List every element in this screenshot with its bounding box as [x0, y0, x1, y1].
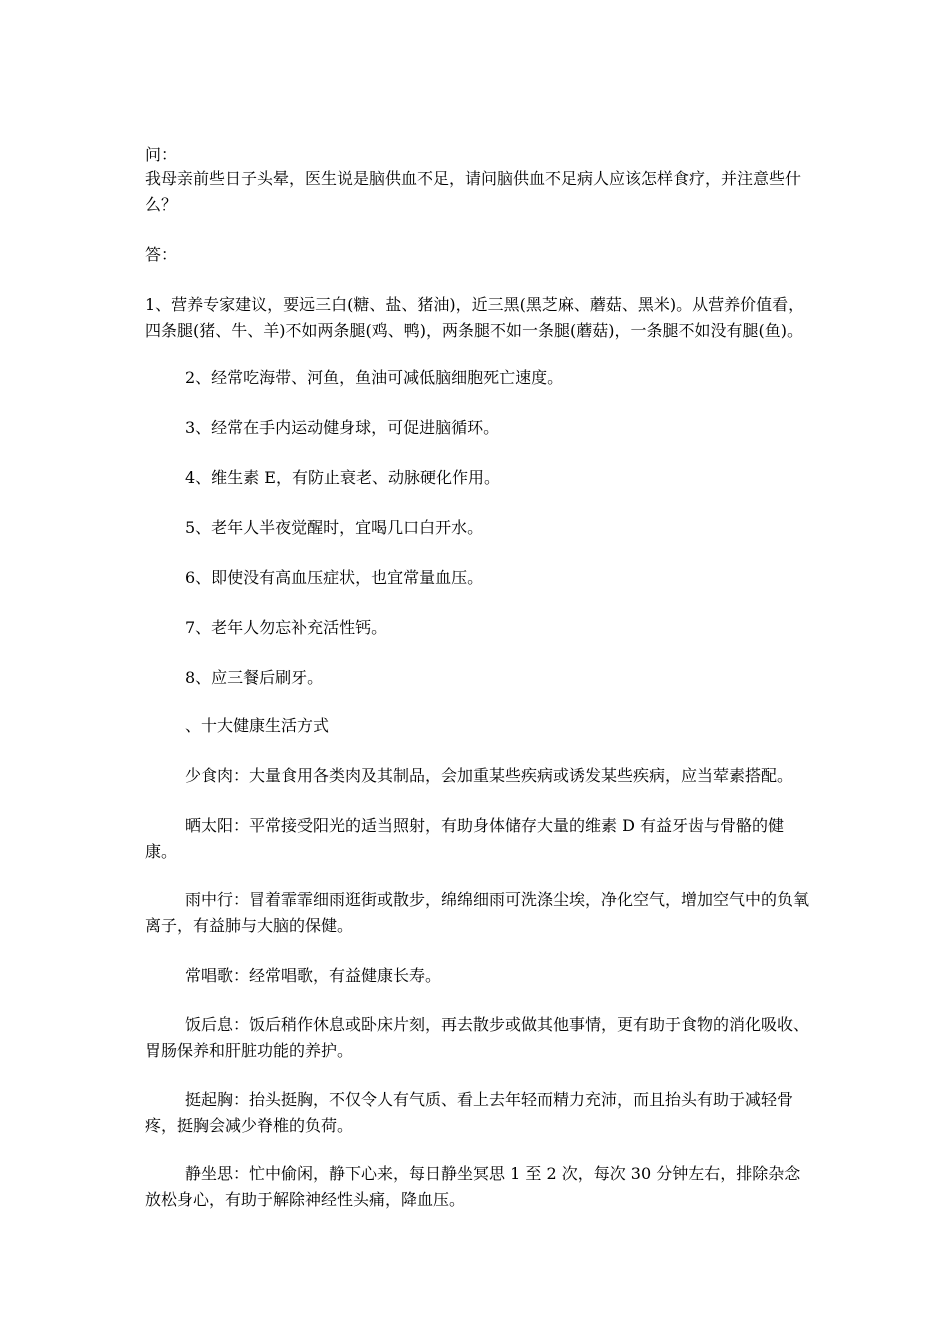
- answer-item-3: 3、经常在手内运动健身球，可促进脑循环。: [185, 418, 500, 437]
- answer-item-8: 8、应三餐后刷牙。: [185, 668, 324, 687]
- answer-item-2: 2、经常吃海带、河鱼，鱼油可减低脑细胞死亡速度。: [185, 368, 564, 387]
- tip-paragraph: 雨中行：冒着霏霏细雨逛街或散步，绵绵细雨可洗涤尘埃，净化空气，增加空气中的负氧离子，有益肺与大脑的保健。: [145, 890, 810, 935]
- tip-paragraph: 晒太阳：平常接受阳光的适当照射，有助身体储存大量的维素 D 有益牙齿与骨骼的健康。: [145, 816, 785, 861]
- answer-item-5: 5、老年人半夜觉醒时，宜喝几口白开水。: [185, 518, 484, 537]
- answer-item-7: 7、老年人勿忘补充活性钙。: [185, 618, 388, 637]
- answer-paragraph-1: 1、营养专家建议，要远三白(糖、盐、猪油)，近三黑(黑芝麻、蘑菇、黑米)。从营养价值看，四条腿(猪、牛、羊)不如两条腿(鸡、鸭)，两条腿不如一条腿(蘑菇)，一条腿不如没有腿(鱼)。: [145, 295, 805, 340]
- answer-item-6: 6、即使没有高血压症状，也宜常量血压。: [185, 568, 484, 587]
- question-text: 我母亲前些日子头晕，医生说是脑供血不足，请问脑供血不足病人应该怎样食疗，并注意些什么？: [145, 169, 802, 214]
- tip-paragraph: 静坐思：忙中偷闲，静下心来，每日静坐冥思 1 至 2 次，每次 30 分钟左右，排除杂念放松身心，有助于解除神经性头痛，降血压。: [145, 1164, 801, 1209]
- question-label: 问：: [145, 145, 178, 164]
- answer-item-4: 4、维生素 E，有防止衰老、动脉硬化作用。: [185, 468, 500, 487]
- tip-paragraph: 常唱歌：经常唱歌，有益健康长寿。: [185, 966, 442, 985]
- section-title: 、十大健康生活方式: [185, 716, 330, 735]
- tip-paragraph: 挺起胸：抬头挺胸，不仅令人有气质、看上去年轻而精力充沛，而且抬头有助于减轻骨疼，挺胸会减少脊椎的负荷。: [145, 1090, 794, 1135]
- tip-paragraph: 少食肉：大量食用各类肉及其制品，会加重某些疾病或诱发某些疾病，应当荤素搭配。: [185, 766, 794, 785]
- tip-paragraph: 饭后息：饭后稍作休息或卧床片刻，再去散步或做其他事情，更有助于食物的消化吸收、胃肠保养和肝脏功能的养护。: [145, 1015, 810, 1060]
- answer-label: 答：: [145, 245, 178, 264]
